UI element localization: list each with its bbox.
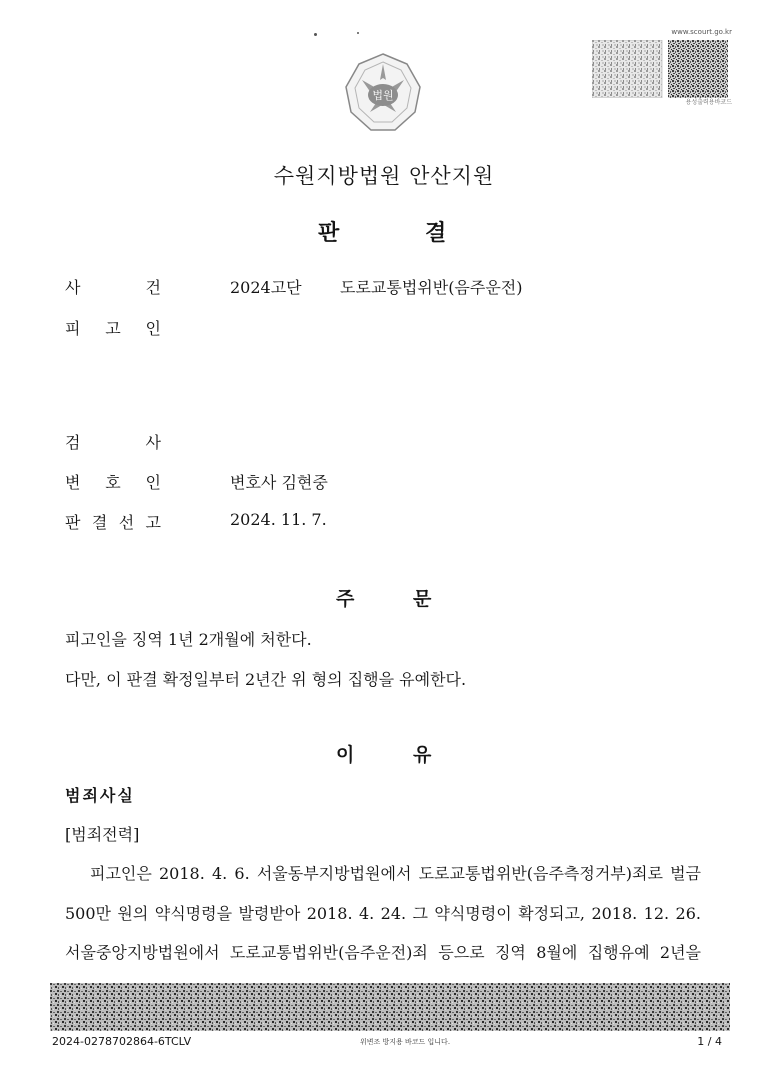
label-counsel <box>65 470 161 493</box>
label-sentence-date <box>65 510 161 533</box>
label-char: 검 <box>65 433 81 452</box>
label-char: 변 <box>65 473 81 492</box>
label-char: 건 <box>145 278 161 297</box>
paragraph-line-2: 500만 원의 약식명령을 발령받아 2018. 4. 24. 그 약식명령이 확정되고, 2018. 12. 26. <box>65 904 701 923</box>
paragraph-line-3: 서울중앙지방법원에서 도로교통법위반(음주운전)죄 등으로 징역 8월에 집행유예 2년을 <box>65 943 701 962</box>
page-number: 1 / 4 <box>697 1035 722 1048</box>
label-char: 선 <box>118 513 135 532</box>
doc-title-char-1: 판 <box>318 221 340 246</box>
label-char: 사 <box>65 278 81 297</box>
barcode-notice: 위변조 방지용 바코드 입니다. <box>360 1038 451 1046</box>
sentence-date: 2024. 11. 7. <box>230 510 327 529</box>
anti-forgery-barcode <box>50 983 730 1031</box>
order-heading-char-1: 주 <box>336 588 355 610</box>
scan-speck <box>357 32 359 34</box>
verification-barcode <box>592 40 728 98</box>
order-line-1: 피고인을 징역 1년 2개월에 처한다. <box>65 630 312 649</box>
order-line-2: 다만, 이 판결 확정일부터 2년간 위 형의 집행을 유예한다. <box>65 670 467 689</box>
label-char: 호 <box>105 473 121 492</box>
case-number: 2024고단 <box>230 278 302 297</box>
reasons-heading-char-1: 이 <box>336 744 355 766</box>
doc-title-char-2: 결 <box>425 221 447 246</box>
qr-url: www.scourt.go.kr <box>671 28 732 36</box>
label-prosecutor <box>65 430 161 453</box>
label-case <box>65 275 161 298</box>
case-name: 도로교통법위반(음주운전) <box>340 278 523 297</box>
criminal-record-bracket: [범죄전력] <box>65 825 140 844</box>
label-char: 인 <box>145 473 161 492</box>
label-char: 인 <box>145 319 161 338</box>
order-heading-char-2: 문 <box>413 588 432 610</box>
document-id: 2024-0278702864-6TCLV <box>52 1035 192 1048</box>
label-defendant <box>65 316 161 339</box>
court-name: 수원지방법원 안산지원 <box>273 164 495 188</box>
paragraph-line-1: 피고인은 2018. 4. 6. 서울동부지방법원에서 도로교통법위반(음주측정거부)죄로 벌금 <box>90 864 701 883</box>
label-char: 결 <box>91 513 108 532</box>
label-char: 사 <box>145 433 161 452</box>
label-char: 고 <box>145 513 161 532</box>
reasons-heading-char-2: 유 <box>413 744 432 766</box>
court-emblem <box>340 50 426 136</box>
label-char: 판 <box>65 513 81 532</box>
qr-label: 용성출력용바코드 <box>685 99 732 106</box>
label-char: 피 <box>65 319 81 338</box>
scan-speck <box>314 33 317 36</box>
counsel-name: 변호사 김현중 <box>230 473 328 492</box>
emblem-text: 법원 <box>372 89 394 102</box>
criminal-facts-heading: 범죄사실 <box>65 786 135 805</box>
label-char: 고 <box>105 319 121 338</box>
